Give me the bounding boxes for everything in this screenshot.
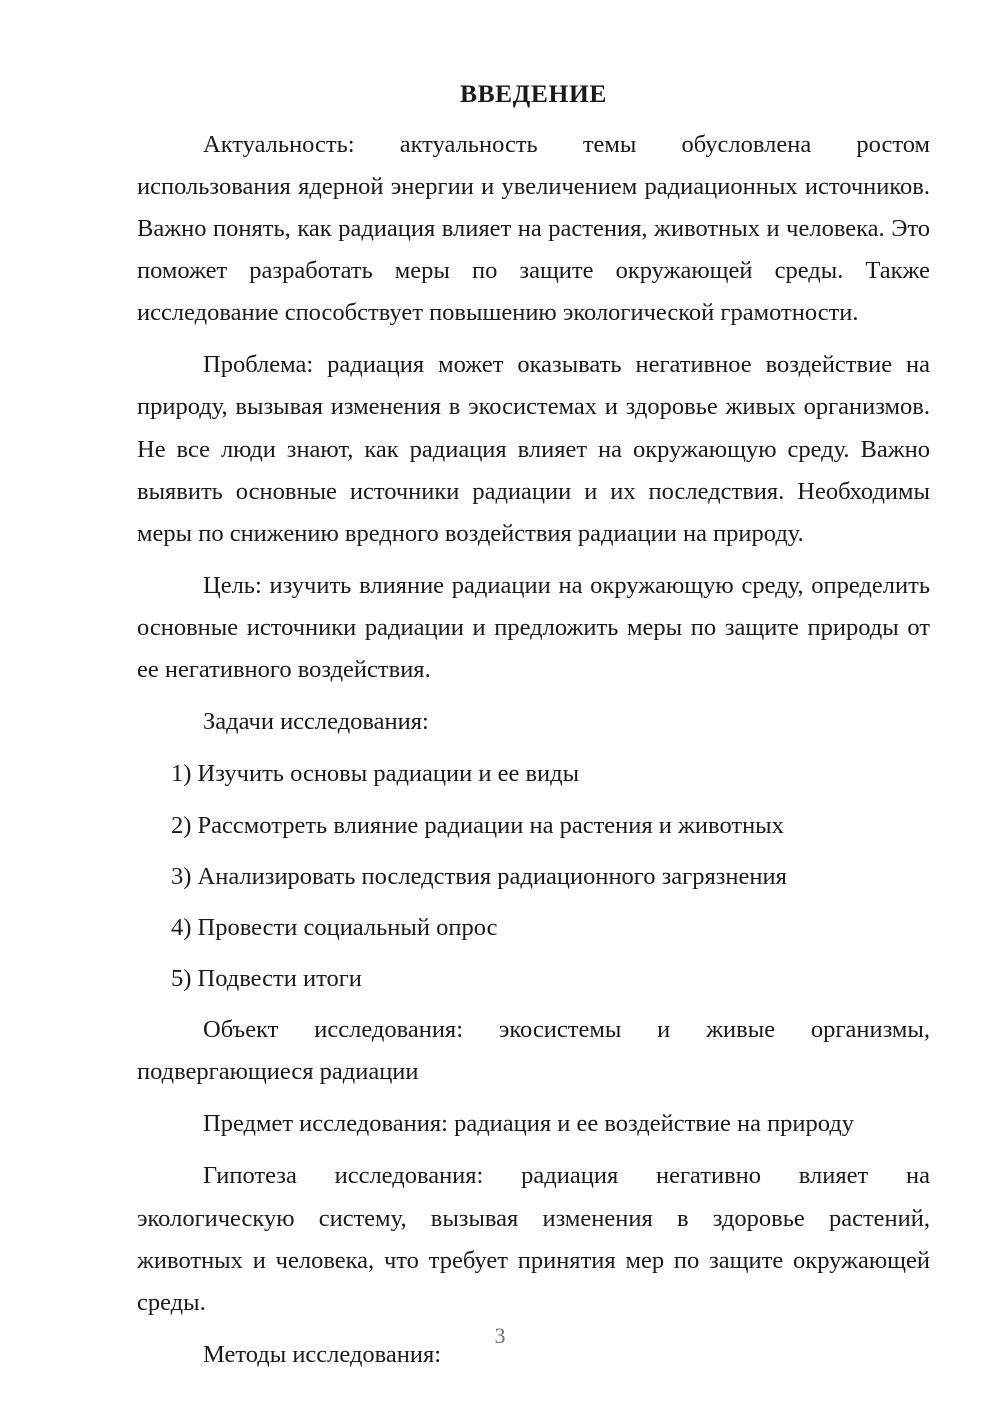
list-item: 5) Подвести итоги (171, 964, 362, 992)
paragraph-spacer (137, 337, 930, 344)
list-item: 3) Анализировать последствия радиационного загрязнения (171, 862, 787, 890)
page-title: ВВЕДЕНИЕ (459, 79, 608, 108)
paragraph-spacer (137, 558, 930, 565)
paragraph-subject: Предмет исследования: радиация и ее воздействие на природу (203, 1110, 855, 1138)
tasks-heading: Задачи исследования: (203, 708, 429, 736)
paragraph-spacer (137, 694, 930, 701)
document-body (137, 76, 930, 1379)
page-number: 3 (494, 1323, 506, 1348)
methods-heading: Методы исследования: (203, 1340, 442, 1368)
paragraph-spacer (137, 1148, 930, 1155)
paragraph-relevance: Актуальность: актуальность темы обусловлена ростом использования ядерной энергии и увеличением радиационных источников. Важно понять, как радиация влияет на растения, животных и человека. Это поможет разработать меры по защите окружающей среды. Также исследование способствует повышению экологической грамотности. (137, 130, 930, 327)
list-item: 1) Изучить основы радиации и ее виды (171, 760, 580, 788)
list-item: 4) Провести социальный опрос (171, 913, 498, 941)
list-item: 2) Рассмотреть влияние радиации на растения и животных (171, 811, 784, 839)
paragraph-spacer (137, 1096, 930, 1103)
tasks-list (137, 753, 930, 1000)
paragraph-hypothesis: Гипотеза исследования: радиация негативно влияет на экологическую систему, вызывая изменения в здоровье растений, животных и человека, что требует принятия мер по защите окружающей среды. (137, 1162, 930, 1316)
paragraph-object: Объект исследования: экосистемы и живые организмы, подвергающиеся радиации (137, 1016, 930, 1086)
paragraph-goal: Цель: изучить влияние радиации на окружающую среду, определить основные источники радиации и предложить меры по защите природы от ее негативного воздействия. (137, 571, 930, 684)
paragraph-problem: Проблема: радиация может оказывать негативное воздействие на природу, вызывая изменения в экосистемах и здоровье живых организмов. Не все люди знают, как радиация влияет на окружающую среду. Важно выявить основные источники радиации и их последствия. Необходимы меры по снижению вредного воздействия радиации на природу. (137, 351, 930, 547)
